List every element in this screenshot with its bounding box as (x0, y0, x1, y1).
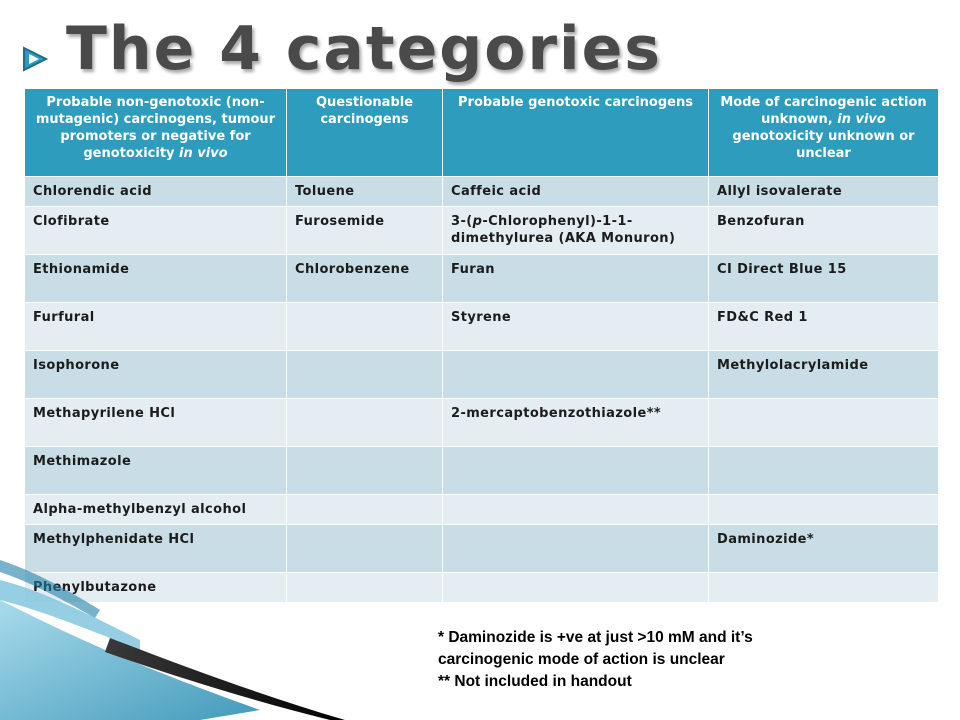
table-cell: Furan (443, 255, 709, 303)
table-cell: Alpha-methylbenzyl alcohol (25, 495, 287, 525)
column-header-2 (287, 89, 443, 177)
table-cell (287, 495, 443, 525)
table-cell: Methylphenidate HCl (25, 525, 287, 573)
column-header-text: genotoxicity unknown or unclear (732, 129, 915, 161)
table-cell: CI Direct Blue 15 (709, 255, 939, 303)
column-header-emphasis: in vivo (837, 112, 886, 127)
table-cell: Ethionamide (25, 255, 287, 303)
table-cell (443, 573, 709, 603)
column-header-text: Questionable carcinogens (315, 95, 414, 127)
column-header-text: Mode of carcinogenic action unknown, (720, 95, 927, 127)
italic-para-prefix: p (472, 214, 483, 229)
table-cell (287, 447, 443, 495)
table-cell: Isophorone (25, 351, 287, 399)
table-cell (709, 573, 939, 603)
table-cell (287, 399, 443, 447)
page-title: The 4 categories (66, 14, 663, 84)
table-cell (443, 351, 709, 399)
table-row (25, 177, 939, 207)
table-cell: Caffeic acid (443, 177, 709, 207)
table-row (25, 447, 939, 495)
column-header-text: Probable genotoxic carcinogens (458, 95, 693, 110)
column-header-emphasis: in vivo (179, 146, 228, 161)
table-cell (709, 495, 939, 525)
table-row (25, 495, 939, 525)
table-cell: Furfural (25, 303, 287, 351)
table-row (25, 255, 939, 303)
table-row (25, 303, 939, 351)
table-cell: Styrene (443, 303, 709, 351)
table-cell: Methapyrilene HCl (25, 399, 287, 447)
table-cell (287, 303, 443, 351)
table-cell (443, 495, 709, 525)
table-cell: Benzofuran (709, 207, 939, 255)
footnote-line: ** Not included in handout (438, 673, 632, 690)
table-cell (443, 525, 709, 573)
table-row (25, 351, 939, 399)
arrow-bullet-icon (20, 44, 50, 74)
table-cell: 3-(p-Chlorophenyl)-1-1-dimethylurea (AKA Monuron) (443, 207, 709, 255)
table-cell: Chlorendic acid (25, 177, 287, 207)
table-cell: Chlorobenzene (287, 255, 443, 303)
footnote-line: * Daminozide is +ve at just >10 mM and it’s (438, 629, 753, 646)
table-cell: Furosemide (287, 207, 443, 255)
footnotes (438, 627, 878, 693)
column-header-text: Probable non-genotoxic (non-mutagenic) carcinogens, tumour promoters or negative for genotoxicity (35, 95, 276, 161)
table-cell: Phenylbutazone (25, 573, 287, 603)
table-cell: FD&C Red 1 (709, 303, 939, 351)
table-row (25, 207, 939, 255)
table-header-row (25, 89, 939, 177)
footnote-line: carcinogenic mode of action is unclear (438, 651, 725, 668)
table-cell (709, 399, 939, 447)
table-cell: Toluene (287, 177, 443, 207)
table-cell: Daminozide* (709, 525, 939, 573)
table-cell: Clofibrate (25, 207, 287, 255)
column-header-3 (443, 89, 709, 177)
table-cell: Methylolacrylamide (709, 351, 939, 399)
table-cell: 2-mercaptobenzothiazole** (443, 399, 709, 447)
table-cell (443, 447, 709, 495)
table-cell (709, 447, 939, 495)
column-header-1 (25, 89, 287, 177)
table-row (25, 399, 939, 447)
categories-table (24, 88, 939, 603)
table-cell: Methimazole (25, 447, 287, 495)
decorative-swoosh (0, 560, 360, 720)
column-header-4 (709, 89, 939, 177)
table-cell (287, 351, 443, 399)
table-cell: Allyl isovalerate (709, 177, 939, 207)
